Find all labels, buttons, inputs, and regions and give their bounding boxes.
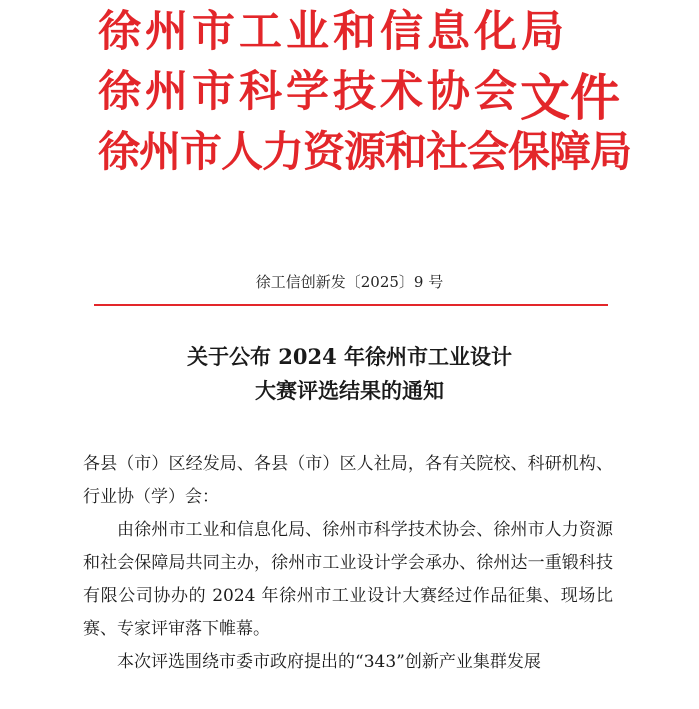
document-number: 徐工信创新发〔2025〕9 号	[255, 273, 444, 291]
document-title	[0, 340, 699, 408]
issuer-science-association: 徐州市科学技术协会	[98, 67, 521, 117]
red-divider	[94, 304, 608, 306]
recipients: 各县（市）区经发局、各县（市）区人社局，各有关院校、科研机构、行业协（学）会：	[83, 454, 613, 507]
body-paragraph: 由徐州市工业和信息化局、徐州市科学技术协会、徐州市人力资源和社会保障局共同主办，徐州市工业设计学会承办、徐州达一重锻科技有限公司协办的 2024 年徐州市工业设计大赛经过作品征集、现场比赛、专家评审落下帷幕。	[83, 520, 613, 639]
title-line-2: 大赛评选结果的通知	[255, 378, 444, 403]
document-header	[98, 8, 658, 208]
title-line-1: 关于公布 2024 年徐州市工业设计	[186, 344, 513, 369]
document-body	[83, 448, 613, 679]
body-paragraph: 本次评选围绕市委市政府提出的“343”创新产业集群发展	[117, 652, 541, 672]
document-type-label: 文件	[520, 69, 620, 127]
issuer-industry-bureau: 徐州市工业和信息化局	[98, 7, 568, 57]
issuer-hr-bureau: 徐州市人力资源和社会保障局	[98, 127, 632, 176]
